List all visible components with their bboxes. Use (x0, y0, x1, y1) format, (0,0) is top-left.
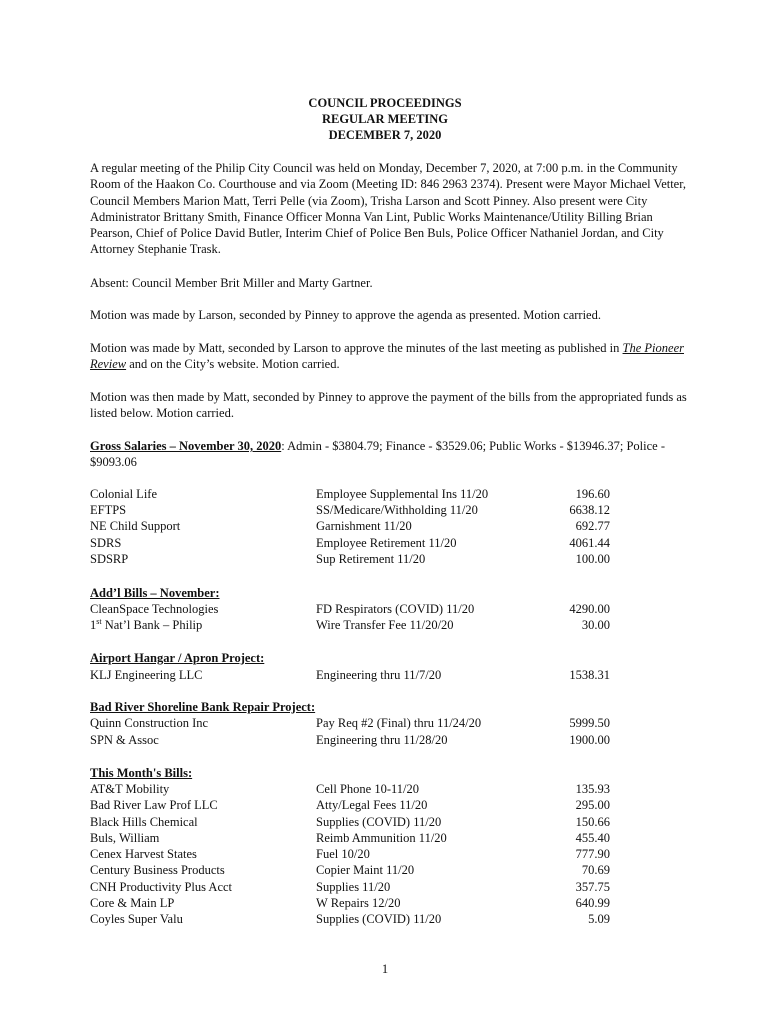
bill-description: W Repairs 12/20 (316, 896, 401, 910)
bill-amount: 455.40 (575, 831, 610, 845)
publication-name: The Pioneer Review (90, 341, 684, 372)
bill-row (90, 601, 610, 617)
document-title-line3: DECEMBER 7, 2020 (328, 128, 442, 142)
bill-description: Sup Retirement 11/20 (316, 552, 426, 566)
bill-amount: 100.00 (575, 552, 610, 566)
bill-amount: 30.00 (581, 618, 610, 632)
bill-row (90, 781, 610, 797)
motion-minutes-text-end: and on the City’s website. Motion carried. (126, 357, 340, 372)
bill-amount: 70.69 (581, 863, 610, 877)
bill-amount: 5999.50 (569, 716, 610, 730)
bill-amount: 295.00 (575, 798, 610, 812)
bill-description: Reimb Ammunition 11/20 (316, 831, 447, 845)
page-number: 1 (381, 962, 389, 976)
bill-description: Employee Retirement 11/20 (316, 536, 457, 550)
bill-amount: 1900.00 (569, 733, 610, 747)
bill-row (90, 486, 610, 502)
vendor-name: NE Child Support (90, 519, 181, 533)
bill-row (90, 830, 610, 846)
document-title-line2: REGULAR MEETING (321, 112, 449, 126)
bill-description: Supplies 11/20 (316, 880, 391, 894)
vendor-name: Cenex Harvest States (90, 847, 197, 861)
bill-row (90, 895, 610, 911)
bill-description: SS/Medicare/Withholding 11/20 (316, 503, 478, 517)
bill-amount: 4290.00 (569, 602, 610, 616)
motion-bills-paragraph: Motion was then made by Matt, seconded by Pinney to approve the payment of the bills from the appropriated funds as listed below. Motion carried. (90, 390, 687, 421)
motion-minutes-paragraph (90, 340, 690, 373)
absent-paragraph: Absent: Council Member Brit Miller and Marty Gartner. (90, 276, 373, 290)
vendor-name: AT&T Mobility (90, 782, 170, 796)
vendor-name: Century Business Products (90, 863, 225, 877)
vendor-name: CNH Productivity Plus Acct (90, 880, 233, 894)
bill-amount: 196.60 (575, 487, 610, 501)
bill-amount: 777.90 (575, 847, 610, 861)
bill-description: Fuel 10/20 (316, 847, 370, 861)
ordinal-suffix: st (96, 616, 102, 626)
section-heading-airport: Airport Hangar / Apron Project: (90, 651, 265, 665)
vendor-name: CleanSpace Technologies (90, 602, 219, 616)
bill-description: FD Respirators (COVID) 11/20 (316, 602, 475, 616)
vendor-name: Bad River Law Prof LLC (90, 798, 218, 812)
vendor-name: EFTPS (90, 503, 127, 517)
bill-amount: 357.75 (575, 880, 610, 894)
motion-minutes-text-start: Motion was made by Matt, seconded by Larson to approve the minutes of the last meeting as published in (90, 341, 623, 355)
gross-salaries-paragraph (90, 438, 690, 471)
bill-row (90, 518, 610, 534)
bill-row (90, 715, 610, 731)
vendor-name (90, 617, 202, 633)
gross-salaries-label: Gross Salaries – November 30, 2020 (90, 439, 282, 453)
bill-description: Atty/Legal Fees 11/20 (316, 798, 428, 812)
bill-row (90, 732, 610, 748)
vendor-name-part: 1 (90, 618, 97, 632)
vendor-name: Colonial Life (90, 487, 157, 501)
bill-row (90, 911, 610, 927)
bill-description: Employee Supplemental Ins 11/20 (316, 487, 489, 501)
document-title-line1: COUNCIL PROCEEDINGS (308, 96, 462, 110)
bill-description: Supplies (COVID) 11/20 (316, 912, 442, 926)
bill-row (90, 846, 610, 862)
vendor-name: SDRS (90, 536, 122, 550)
vendor-name: Quinn Construction Inc (90, 716, 209, 730)
vendor-name: Coyles Super Valu (90, 912, 183, 926)
intro-paragraph (90, 160, 690, 258)
vendor-name: SPN & Assoc (90, 733, 159, 747)
bill-row (90, 551, 610, 567)
bill-row (90, 814, 610, 830)
motion-agenda-paragraph: Motion was made by Larson, seconded by Pinney to approve the agenda as presented. Motion carried. (90, 308, 601, 322)
bill-amount: 5.09 (588, 912, 610, 926)
bill-description: Copier Maint 11/20 (316, 863, 415, 877)
intro-text: A regular meeting of the Philip City Council was held on Monday, December 7, 2020, at 7:00 p.m. in the Community Room of the Haakon Co. Courthouse and via Zoom (Meeting ID: 846 2963 2374). Present were Mayor Michael Vetter, Council Members Marion Matt, Terri Pelle (via Zoom), Trisha Larson and Scott Pinney. Also present were City Administrator Brittany Smith, Finance Officer Monna Van Lint, Public Works Maintenance/Utility Billing Brian Pearson, Chief of Police David Butler, Interim Chief of Police Ben Buls, Police Officer Nathaniel Jordan, and City Attorney Stephanie Trask. (90, 161, 687, 257)
vendor-name: SDSRP (90, 552, 129, 566)
bill-row (90, 535, 610, 551)
bill-description: Wire Transfer Fee 11/20/20 (316, 618, 454, 632)
vendor-name-part: Nat’l Bank – Philip (101, 618, 203, 632)
section-heading-addl-bills: Add’l Bills – November: (90, 586, 220, 600)
bill-row (90, 862, 610, 878)
bill-description: Cell Phone 10-11/20 (316, 782, 420, 796)
bill-amount: 6638.12 (569, 503, 610, 517)
section-heading-bad-river: Bad River Shoreline Bank Repair Project: (90, 700, 316, 714)
bill-row (90, 502, 610, 518)
bill-row (90, 879, 610, 895)
bill-description: Garnishment 11/20 (316, 519, 412, 533)
bill-description: Pay Req #2 (Final) thru 11/24/20 (316, 716, 482, 730)
vendor-name: Black Hills Chemical (90, 815, 198, 829)
vendor-name: Buls, William (90, 831, 160, 845)
bill-row (90, 667, 610, 683)
bill-amount: 135.93 (575, 782, 610, 796)
bill-description: Engineering thru 11/28/20 (316, 733, 448, 747)
bill-description: Supplies (COVID) 11/20 (316, 815, 442, 829)
gross-salaries-text: : Admin - $3804.79; Finance - $3529.06; Public Works - $13946.37; Police - $9093.06 (90, 439, 666, 470)
vendor-name: KLJ Engineering LLC (90, 668, 203, 682)
bill-amount: 4061.44 (569, 536, 610, 550)
section-heading-monthly-bills: This Month's Bills: (90, 766, 193, 780)
bill-row (90, 617, 610, 633)
bill-description: Engineering thru 11/7/20 (316, 668, 442, 682)
vendor-name: Core & Main LP (90, 896, 175, 910)
bill-amount: 692.77 (575, 519, 610, 533)
bill-row (90, 797, 610, 813)
bill-amount: 640.99 (575, 896, 610, 910)
bill-amount: 150.66 (575, 815, 610, 829)
bill-amount: 1538.31 (569, 668, 610, 682)
